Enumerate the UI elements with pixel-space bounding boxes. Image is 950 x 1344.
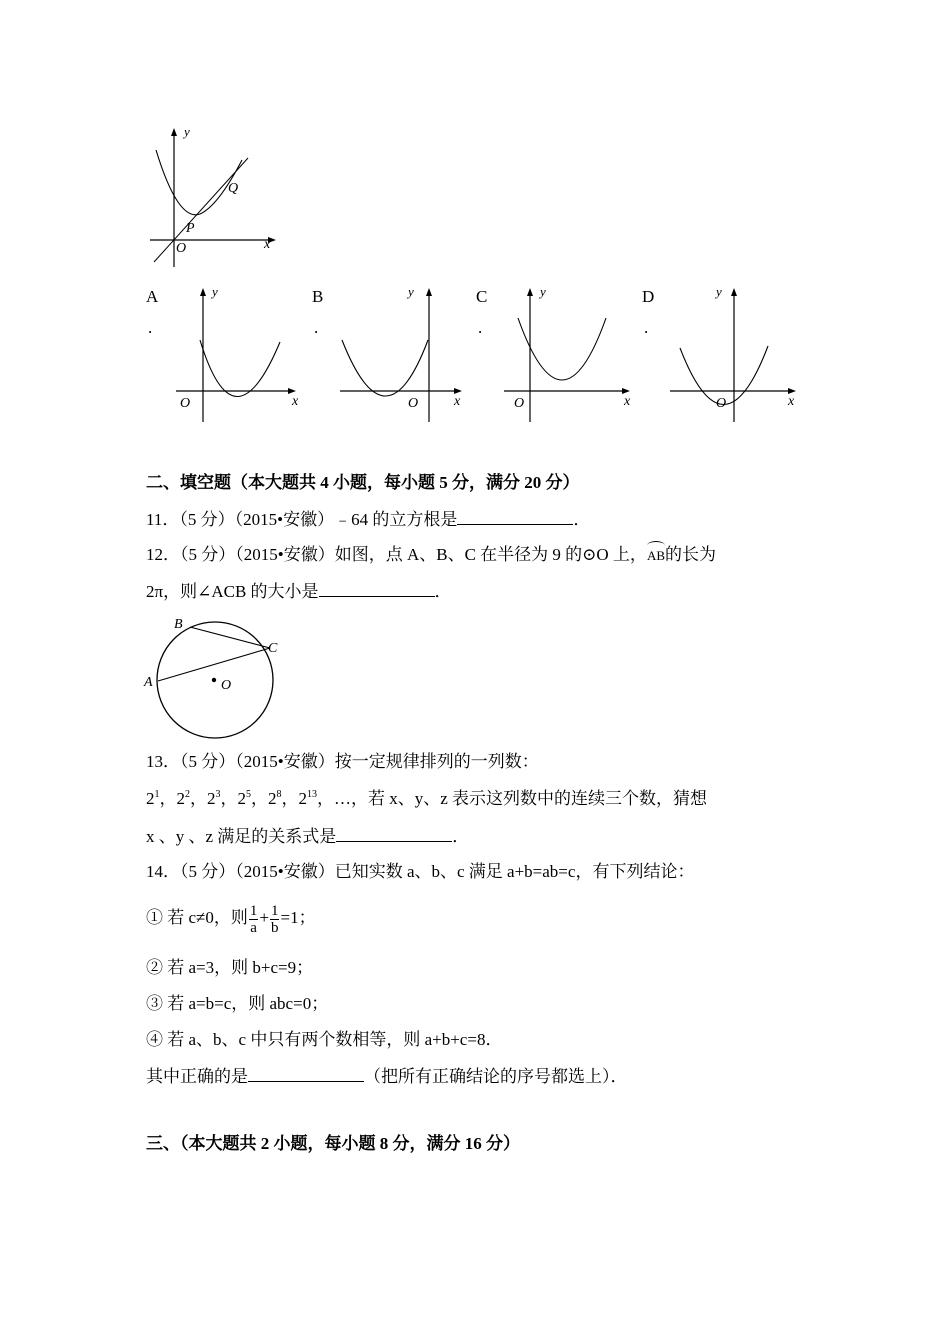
answer-suffix: （把所有正确结论的序号都选上）． bbox=[364, 1067, 628, 1086]
question-14-item-4: ④ 若 a、b、c 中只有两个数相等，则 a+b+c=8． bbox=[146, 1030, 503, 1049]
question-13-blank[interactable] bbox=[336, 825, 452, 842]
option-a-dot: . bbox=[148, 318, 153, 337]
question-11-end: ． bbox=[573, 510, 591, 529]
option-b-dot: . bbox=[314, 318, 319, 337]
option-b-letter: B bbox=[312, 287, 324, 306]
option-b-origin-label: O bbox=[408, 396, 419, 411]
option-c-y-label: y bbox=[540, 284, 546, 299]
item-1-text: ① 若 c≠0，则 bbox=[146, 908, 248, 927]
question-13-end: ． bbox=[452, 827, 470, 846]
sequence-term-6: $2^{13}$ bbox=[298, 789, 317, 808]
sequence-term-1: $2^1$ bbox=[146, 789, 160, 808]
option-a-graph bbox=[170, 282, 310, 427]
option-d-graph bbox=[664, 282, 804, 427]
question-14-item-2: ② 若 a=3，则 b+c=9； bbox=[146, 958, 314, 977]
option-d-dot: . bbox=[644, 318, 649, 337]
question-12-line2-text: 2π，则∠ACB 的大小是 bbox=[146, 582, 319, 601]
question-13-line3-text: x 、y 、z 满足的关系式是 bbox=[146, 827, 337, 846]
sequence-term-4: $2^5$ bbox=[237, 789, 251, 808]
section3-title: 三、（本大题共 2 小题，每小题 8 分，满分 16 分） bbox=[146, 1134, 520, 1153]
sequence-term-3: $2^3$ bbox=[207, 789, 221, 808]
circle-point-c-label: C bbox=[268, 641, 278, 656]
circle-center-o-label: O bbox=[221, 678, 232, 693]
question-12-circle-figure bbox=[140, 612, 300, 742]
fraction-1-over-b: $\frac{1}{b}$ bbox=[270, 902, 279, 936]
section2-title: 二、填空题（本大题共 4 小题，每小题 5 分，满分 20 分） bbox=[146, 473, 580, 492]
circle-point-a-label: A bbox=[144, 675, 153, 690]
question-12-end: ． bbox=[434, 582, 452, 601]
option-c-origin-label: O bbox=[514, 396, 525, 411]
circle-point-b-label: B bbox=[174, 617, 183, 632]
top-graph-q-label: Q bbox=[228, 181, 239, 196]
question-14-answer bbox=[146, 1065, 628, 1088]
plus-sign: + bbox=[259, 908, 269, 927]
option-d-origin-label: O bbox=[716, 396, 727, 411]
top-graph-origin-label: O bbox=[176, 241, 187, 256]
option-c-letter: C bbox=[476, 287, 488, 306]
option-c-x-label: x bbox=[624, 394, 631, 409]
top-graph-x-label: x bbox=[264, 237, 271, 252]
question-13-line2: $2^1$，$2^2$，$2^3$，$2^5$，$2^8$，$2^{13}$，…，若 x、y、z 表示这列数中的连续三个数，猜想 bbox=[146, 789, 708, 808]
sequence-term-2: $2^2$ bbox=[176, 789, 190, 808]
option-a-x-label: x bbox=[292, 394, 299, 409]
option-b-y-label: y bbox=[408, 284, 414, 299]
option-b-graph bbox=[336, 282, 476, 427]
question-12-text: 12．（5 分）（2015•安徽）如图，点 A、B、C 在半径为 9 的⊙O 上， bbox=[146, 545, 647, 564]
sequence-term-5: $2^8$ bbox=[268, 789, 282, 808]
option-a-origin-label: O bbox=[180, 396, 191, 411]
question-12-line2 bbox=[146, 580, 452, 603]
question-11 bbox=[146, 508, 590, 531]
item-1-post: =1； bbox=[280, 908, 316, 927]
fraction-1-over-a: $\frac{1}{a}$ bbox=[249, 902, 258, 936]
option-d-y-label: y bbox=[716, 284, 722, 299]
question-14-item-3: ③ 若 a=b=c，则 abc=0； bbox=[146, 994, 329, 1013]
answer-prefix: 其中正确的是 bbox=[146, 1067, 248, 1086]
option-a-letter: A bbox=[146, 287, 159, 306]
question-14-blank[interactable] bbox=[248, 1065, 364, 1082]
question-12-blank[interactable] bbox=[319, 580, 435, 597]
option-a-y-label: y bbox=[212, 284, 218, 299]
top-graph-p-label: P bbox=[186, 221, 195, 236]
question-12-text-post: 的长为 bbox=[665, 545, 716, 564]
question-14-item-1 bbox=[146, 900, 316, 936]
question-13-line2-post: ，…，若 x、y、z 表示这列数中的连续三个数，猜想 bbox=[317, 789, 708, 808]
question-11-blank[interactable] bbox=[457, 508, 573, 525]
option-c-dot: . bbox=[478, 318, 483, 337]
option-c-graph bbox=[500, 282, 640, 427]
option-b-x-label: x bbox=[454, 394, 461, 409]
question-13-line3 bbox=[146, 825, 469, 848]
option-d-x-label: x bbox=[788, 394, 795, 409]
question-14-line1: 14．（5 分）（2015•安徽）已知实数 a、b、c 满足 a+b=ab=c，有下列结论： bbox=[146, 862, 695, 881]
question-12-arc-label: AB bbox=[647, 545, 665, 567]
question-13-line1: 13．（5 分）（2015•安徽）按一定规律排列的一列数： bbox=[146, 752, 539, 771]
top-graph-y-label: y bbox=[184, 124, 190, 139]
top-graph bbox=[140, 122, 290, 272]
question-11-text: 11．（5 分）（2015•安徽）﹣64 的立方根是 bbox=[146, 510, 458, 529]
question-12-line1 bbox=[146, 544, 716, 567]
option-d-letter: D bbox=[642, 287, 655, 306]
